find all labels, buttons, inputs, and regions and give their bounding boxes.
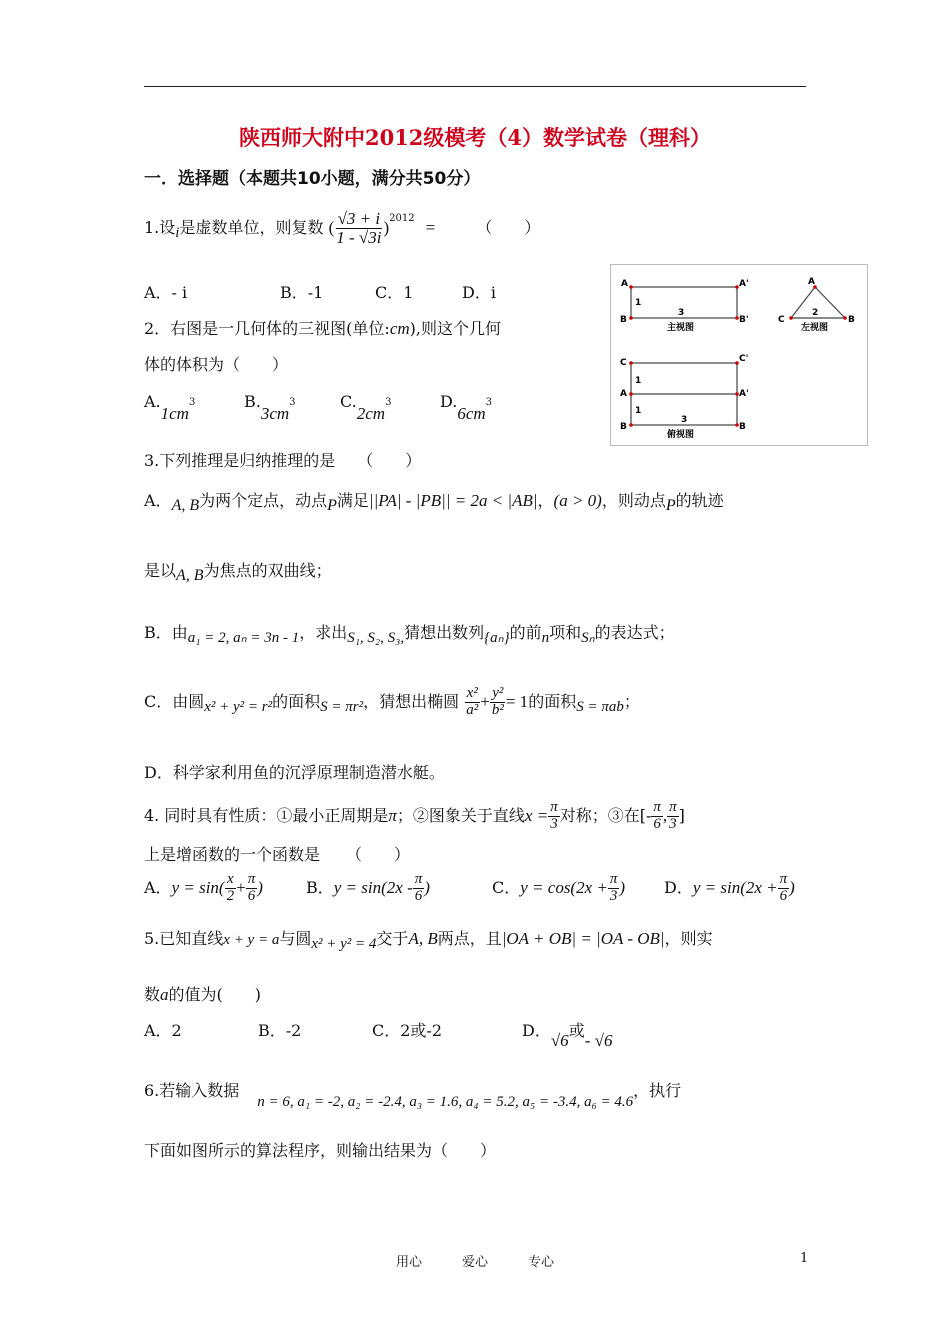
three-view-figure [610, 264, 868, 446]
fig-top-dim-3: 3 [681, 415, 688, 425]
question-6: 6.若输入数据n = 6, a₁ = -2, a₂ = -2.4, a₃ = 1.6, a₄ = 5.2, a₅ = -3.4, a₆ = 4.6，执行 [144, 1081, 682, 1110]
left-view-caption: 左视图 [801, 323, 829, 333]
top-view-point-a [629, 392, 633, 396]
fig-label-b-prime: B' [739, 315, 749, 325]
q5-option-c: C．2或-2 [372, 1021, 443, 1040]
top-view-point-b [629, 423, 633, 427]
q4-option-c: C．y = cos(2x + $\frac{\pi}{3}$ ) [492, 871, 626, 904]
q4-line-fraction: $\frac{\pi}{3}$ [550, 799, 558, 832]
fig-label-b: B [620, 315, 627, 325]
left-view-point-c [789, 316, 793, 320]
q4-option-b: B．y = sin(2x - $\frac{\pi}{6}$ ) [306, 871, 430, 904]
q1-option-a: A．- i [144, 283, 188, 302]
fig-dim-length: 3 [678, 308, 685, 318]
fig-top-label-a: A [620, 389, 627, 399]
question-5-line2: 数a的值为( ) [144, 985, 262, 1004]
question-1: 1.设$_i$是虚数单位，则复数 ( $\frac{√3 + i}{1 - √3i}$ )$^{2012}$ = （ ） [144, 209, 541, 247]
fig-label-a: A [621, 279, 628, 289]
q1-option-b: B．-1 [280, 283, 324, 302]
question-2-line1: 2．右图是一几何体的三视图(单位:cm),则这个几何 [144, 319, 501, 338]
section-heading: 一．选择题（本题共10小题，满分共50分） [144, 169, 481, 189]
fig-label-a-prime: A' [739, 279, 749, 289]
page-title: 陕西师大附中2012级模考（4）数学试卷（理科） [238, 125, 712, 150]
fig-left-label-b: B [848, 315, 855, 325]
question-4: 4. 同时具有性质：①最小正周期是π；②图象关于直线x = $\frac{\pi}{3}$ 对称；③在[- $\frac{\pi}{6}$ , $\frac{\pi}{3}$ ] [144, 799, 685, 832]
top-view-point-c [629, 361, 633, 365]
q4-range-end: $\frac{\pi}{3}$ [669, 799, 677, 832]
front-view-point-a [629, 285, 633, 289]
fig-left-label-a: A [808, 277, 815, 287]
fig-top-label-b: B [620, 422, 627, 432]
front-view-point-b [629, 316, 633, 320]
ellipse-y-fraction: $\frac{\text{y²}}{\text{b²}}$ [491, 685, 504, 718]
q1-option-c: C．1 [375, 283, 414, 302]
ellipse-x-fraction: $\frac{\text{x²}}{\text{a²}}$ [466, 685, 479, 718]
fig-top-label-c-prime: C' [739, 354, 749, 364]
fig-left-label-c: C [778, 315, 785, 325]
q3-option-a: A．$_{A, B}$为两个定点，动点$_P$满足||PA| - |PB|| = 2a < |AB|，(a > 0)，则动点$_P$的轨迹 [144, 491, 724, 515]
page-footer: 用心 爱心 专心 [395, 1255, 555, 1270]
question-4-line2: 上是增函数的一个函数是 （ ） [144, 845, 411, 864]
fig-top-label-b-prime: B [739, 422, 746, 432]
top-view-caption: 俯视图 [667, 430, 695, 440]
q3-option-d: D．科学家利用鱼的沉浮原理制造潜水艇。 [144, 763, 445, 782]
front-view-caption: 主视图 [667, 323, 695, 333]
q1-option-d: D．i [462, 283, 496, 302]
q4-option-d: D．y = sin(2x + $\frac{\pi}{6}$ ) [664, 871, 795, 904]
fig-top-dim-1a: 1 [635, 376, 642, 386]
q2-option-a: $A.1cm^3$ [144, 392, 196, 423]
three-view-svg [611, 265, 867, 445]
q1-fraction: $\frac{√3 + i}{1 - √3i}$ [336, 209, 382, 247]
header-rule [144, 86, 806, 87]
fig-top-dim-1b: 1 [635, 406, 642, 416]
fig-dim-height: 1 [635, 298, 642, 308]
fig-top-label-a-prime: A' [739, 389, 749, 399]
question-6-line2: 下面如图所示的算法程序，则输出结果为（ ） [144, 1141, 497, 1160]
q4-range-start: $\frac{\pi}{6}$ [653, 799, 661, 832]
q2-option-d: $D.6cm^3$ [440, 392, 493, 423]
page-number: 1 [800, 1251, 809, 1266]
q5-option-d: D．√6或- √6 [522, 1021, 613, 1050]
question-3: 3.下列推理是归纳推理的是 （ ） [144, 451, 422, 470]
fig-top-label-c: C [620, 358, 627, 368]
q3-option-b: B．由$_{a_1 = 2, a_n = 3n - 1}$，求出$_{S_1, S_2, S_3,}$猜想出数列$_{\{a_n\}}$的前$_n$项和$_{S_n}$的表达式； [144, 623, 675, 647]
question-5: 5.已知直线x + y = a与圆$_{x^2 + y^2 = 4}$交于A, B两点，且|OA + OB| = |OA - OB|，则实 [144, 929, 713, 953]
q3-option-a-cont: 是以$_{A, B}$为焦点的双曲线； [144, 561, 332, 585]
fig-dim-width: 2 [812, 308, 819, 318]
q3-option-c: C．由圆$_{x^2 + y^2 = r^2}$的面积$_{S = \pi r^2}$，猜想出椭圆 $\frac{\text{x²}}{\text{a²}}$ + $\frac{\text{y²}}{\text{b²}}$ = 1的面积$_{S = \pi ab}$； [144, 685, 640, 718]
q5-option-a: A．2 [144, 1021, 182, 1040]
q5-option-b: B．-2 [258, 1021, 302, 1040]
q4-option-a: A．y = sin( $\frac{x}{2}$ + $\frac{\pi}{6}$ ) [144, 871, 263, 904]
q2-option-b: $B.3cm^3$ [244, 392, 296, 423]
left-view-point-b [843, 316, 847, 320]
q2-option-c: $C.2cm^3$ [340, 392, 392, 423]
question-2-line2: 体的体积为（ ） [144, 355, 289, 374]
